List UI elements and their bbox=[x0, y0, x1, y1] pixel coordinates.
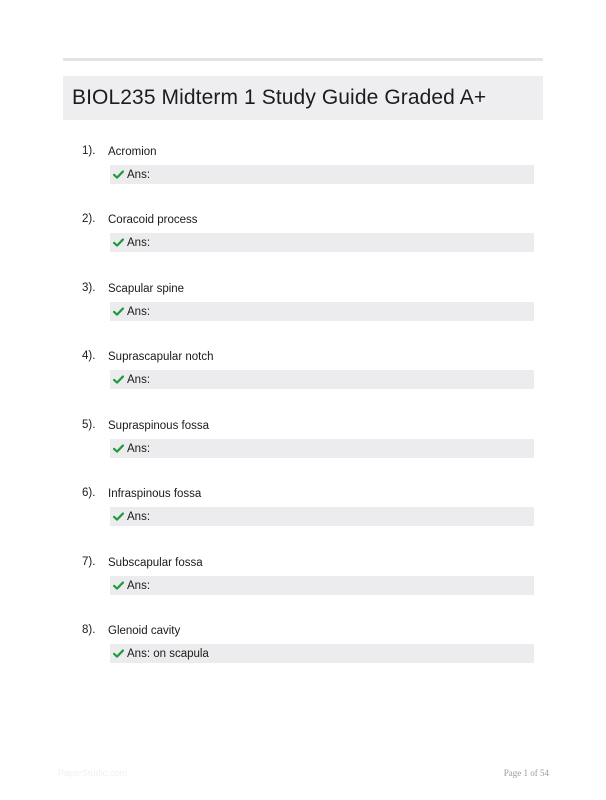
question-number: 6). bbox=[82, 487, 96, 499]
answer-text: Ans: bbox=[127, 373, 151, 386]
answer-box bbox=[110, 165, 534, 184]
question-text: Coracoid process bbox=[108, 214, 198, 226]
question-number: 2). bbox=[82, 213, 96, 225]
question-item bbox=[0, 487, 606, 547]
answer-box bbox=[110, 576, 534, 595]
answer-box bbox=[110, 507, 534, 526]
answer-box bbox=[110, 302, 534, 321]
question-item bbox=[0, 624, 606, 684]
question-number: 8). bbox=[82, 624, 96, 636]
check-icon bbox=[113, 648, 124, 659]
answer-text: Ans: bbox=[127, 168, 151, 181]
answer-text: Ans: on scapula bbox=[127, 647, 209, 660]
question-text: Suprascapular notch bbox=[108, 351, 214, 363]
question-text: Glenoid cavity bbox=[108, 625, 181, 637]
question-item bbox=[0, 145, 606, 205]
answer-text: Ans: bbox=[127, 579, 151, 592]
question-item bbox=[0, 213, 606, 273]
question-number: 7). bbox=[82, 556, 96, 568]
answer-text: Ans: bbox=[127, 236, 151, 249]
top-rule bbox=[63, 58, 543, 61]
check-icon bbox=[113, 169, 124, 180]
footer-watermark: PaperStudio.com bbox=[58, 768, 128, 778]
answer-text: Ans: bbox=[127, 442, 151, 455]
check-icon bbox=[113, 443, 124, 454]
question-text: Acromion bbox=[108, 146, 157, 158]
check-icon bbox=[113, 511, 124, 522]
question-text: Supraspinous fossa bbox=[108, 420, 210, 432]
answer-box bbox=[110, 644, 534, 663]
question-number: 5). bbox=[82, 419, 96, 431]
question-number: 3). bbox=[82, 282, 96, 294]
answer-box bbox=[110, 233, 534, 252]
answer-box bbox=[110, 439, 534, 458]
answer-text: Ans: bbox=[127, 305, 151, 318]
answer-text: Ans: bbox=[127, 510, 151, 523]
question-number: 4). bbox=[82, 350, 96, 362]
question-text: Subscapular fossa bbox=[108, 557, 203, 569]
check-icon bbox=[113, 306, 124, 317]
page-number: Page 1 of 54 bbox=[503, 768, 549, 778]
question-item bbox=[0, 282, 606, 342]
question-text: Infraspinous fossa bbox=[108, 488, 202, 500]
check-icon bbox=[113, 374, 124, 385]
title-band bbox=[63, 76, 543, 120]
question-item bbox=[0, 419, 606, 479]
answer-box bbox=[110, 370, 534, 389]
check-icon bbox=[113, 580, 124, 591]
question-text: Scapular spine bbox=[108, 283, 185, 295]
question-item bbox=[0, 556, 606, 616]
page-title: BIOL235 Midterm 1 Study Guide Graded A+ bbox=[72, 86, 487, 109]
check-icon bbox=[113, 237, 124, 248]
question-item bbox=[0, 350, 606, 410]
question-number: 1). bbox=[82, 145, 96, 157]
